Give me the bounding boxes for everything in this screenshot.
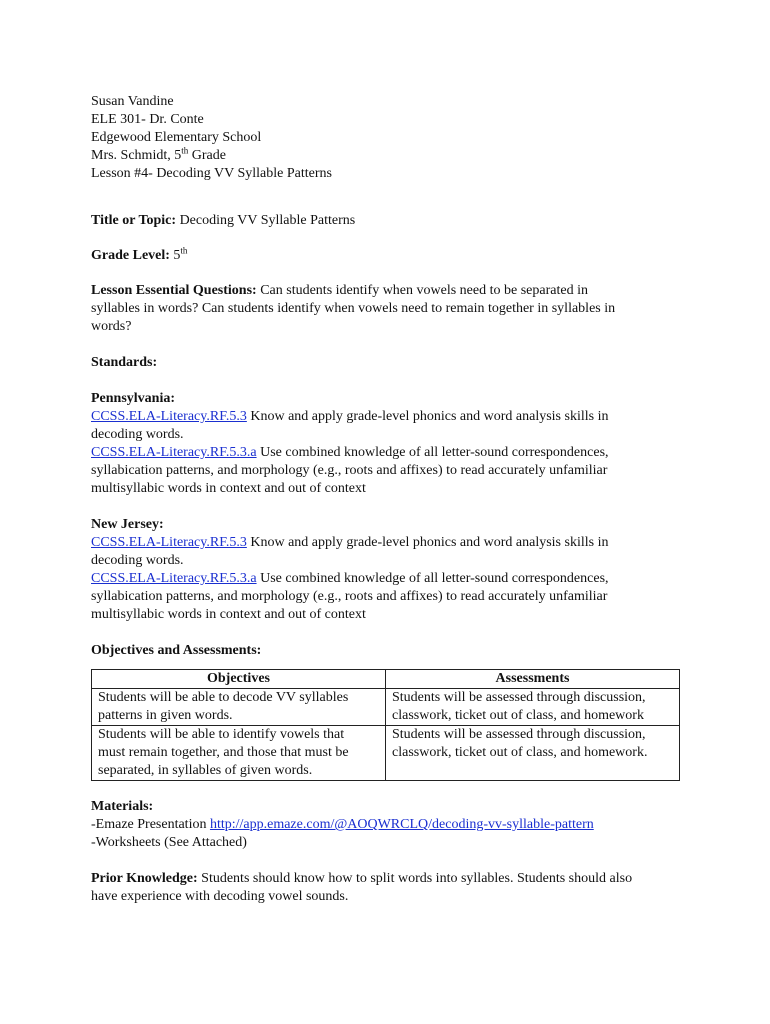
cell-line: Students will be assessed through discussion, — [392, 690, 646, 705]
cell-line: must remain together, and those that must be — [98, 745, 349, 760]
state-label-pa: Pennsylvania: — [91, 391, 176, 406]
standard-text: Use combined knowledge of all letter-sound correspondences, — [256, 445, 609, 460]
grade-line — [91, 247, 691, 265]
essential-text-2: syllables in words? Can students identify when vowels need to remain together in syllables in — [91, 301, 616, 316]
standard-link[interactable]: CCSS.ELA-Literacy.RF.5.3 — [91, 535, 247, 550]
prior-text-1: Students should know how to split words into syllables. Students should also — [197, 871, 633, 886]
column-header-objectives: Objectives — [92, 670, 386, 689]
essential-label: Lesson Essential Questions: — [91, 283, 257, 298]
cell-line: Students will be assessed through discussion, — [392, 727, 646, 742]
essential-text-3: words? — [91, 319, 132, 334]
document-body — [91, 93, 691, 906]
materials-item-text: -Emaze Presentation — [91, 817, 210, 832]
cell-line: Students will be able to identify vowels that — [98, 727, 345, 742]
standard-item — [91, 570, 691, 588]
cell-line: separated, in syllables of given words. — [98, 763, 313, 778]
objectives-heading-text: Objectives and Assessments: — [91, 643, 262, 658]
state-label-nj: New Jersey: — [91, 517, 164, 532]
objectives-heading — [91, 642, 691, 660]
standard-link[interactable]: CCSS.ELA-Literacy.RF.5.3 — [91, 409, 247, 424]
essential-text-1: Can students identify when vowels need to be separated in — [256, 283, 588, 298]
prior-text-2: have experience with decoding vowel sounds. — [91, 889, 349, 904]
emaze-link[interactable]: http://app.emaze.com/@AOQWRCLQ/decoding-vv-syllable-pattern — [209, 817, 594, 832]
table-row — [92, 689, 680, 726]
table-header-row — [92, 670, 680, 689]
prior-label: Prior Knowledge: — [91, 871, 198, 886]
materials-item — [91, 816, 691, 834]
standard-text-cont: multisyllabic words in context and out of context — [91, 607, 366, 622]
standard-item — [91, 444, 691, 462]
standard-text-cont: multisyllabic words in context and out of context — [91, 481, 366, 496]
materials-item: -Worksheets (See Attached) — [91, 835, 247, 850]
objectives-table — [91, 669, 680, 781]
essential-line-1 — [91, 282, 691, 300]
standards-group-pa — [91, 390, 691, 498]
lesson-title: Lesson #4- Decoding VV Syllable Patterns — [91, 166, 332, 181]
cell-line: Students will be able to decode VV syllables — [98, 690, 349, 705]
standard-text-cont: decoding words. — [91, 553, 184, 568]
standards-heading-text: Standards: — [91, 355, 158, 370]
materials-heading: Materials: — [91, 799, 154, 814]
assessment-cell — [386, 726, 680, 781]
standards-heading — [91, 354, 691, 372]
standard-text-cont: decoding words. — [91, 427, 184, 442]
grade-value: 5 — [169, 248, 181, 263]
teacher-text: Mrs. Schmidt, 5 — [91, 148, 182, 163]
cell-line: patterns in given words. — [98, 708, 233, 723]
author-name: Susan Vandine — [91, 94, 174, 109]
column-header-assessments: Assessments — [386, 670, 680, 689]
standards-group-nj — [91, 516, 691, 624]
grade-text: Grade — [188, 148, 226, 163]
standard-text: Use combined knowledge of all letter-sound correspondences, — [256, 571, 609, 586]
cell-line: classwork, ticket out of class, and homework — [392, 708, 644, 723]
teacher-grade — [91, 147, 691, 165]
standard-text-cont: syllabication patterns, and morphology (e.g., roots and affixes) to read accurately unfamiliar — [91, 463, 608, 478]
topic-value: Decoding VV Syllable Patterns — [176, 213, 356, 228]
assessment-cell — [386, 689, 680, 726]
standard-link[interactable]: CCSS.ELA-Literacy.RF.5.3.a — [91, 445, 257, 460]
header-block — [91, 93, 691, 183]
school-name: Edgewood Elementary School — [91, 130, 262, 145]
essential-questions — [91, 282, 691, 336]
standard-text: Know and apply grade-level phonics and word analysis skills in — [246, 535, 609, 550]
standard-text-cont: syllabication patterns, and morphology (e.g., roots and affixes) to read accurately unfamiliar — [91, 589, 608, 604]
grade-sup: th — [180, 245, 188, 256]
standard-link[interactable]: CCSS.ELA-Literacy.RF.5.3.a — [91, 571, 257, 586]
teacher-sup: th — [181, 145, 189, 156]
topic-label: Title or Topic: — [91, 213, 177, 228]
standard-text: Know and apply grade-level phonics and word analysis skills in — [246, 409, 609, 424]
table-row — [92, 726, 680, 781]
prior-line-1 — [91, 870, 691, 888]
standard-item — [91, 534, 691, 552]
standard-item — [91, 408, 691, 426]
objective-cell — [92, 726, 386, 781]
prior-knowledge — [91, 870, 691, 906]
objective-cell — [92, 689, 386, 726]
topic-line — [91, 212, 691, 230]
course-name: ELE 301- Dr. Conte — [91, 112, 204, 127]
cell-line: classwork, ticket out of class, and homework. — [392, 745, 648, 760]
grade-label: Grade Level: — [91, 248, 170, 263]
materials-section — [91, 798, 691, 852]
